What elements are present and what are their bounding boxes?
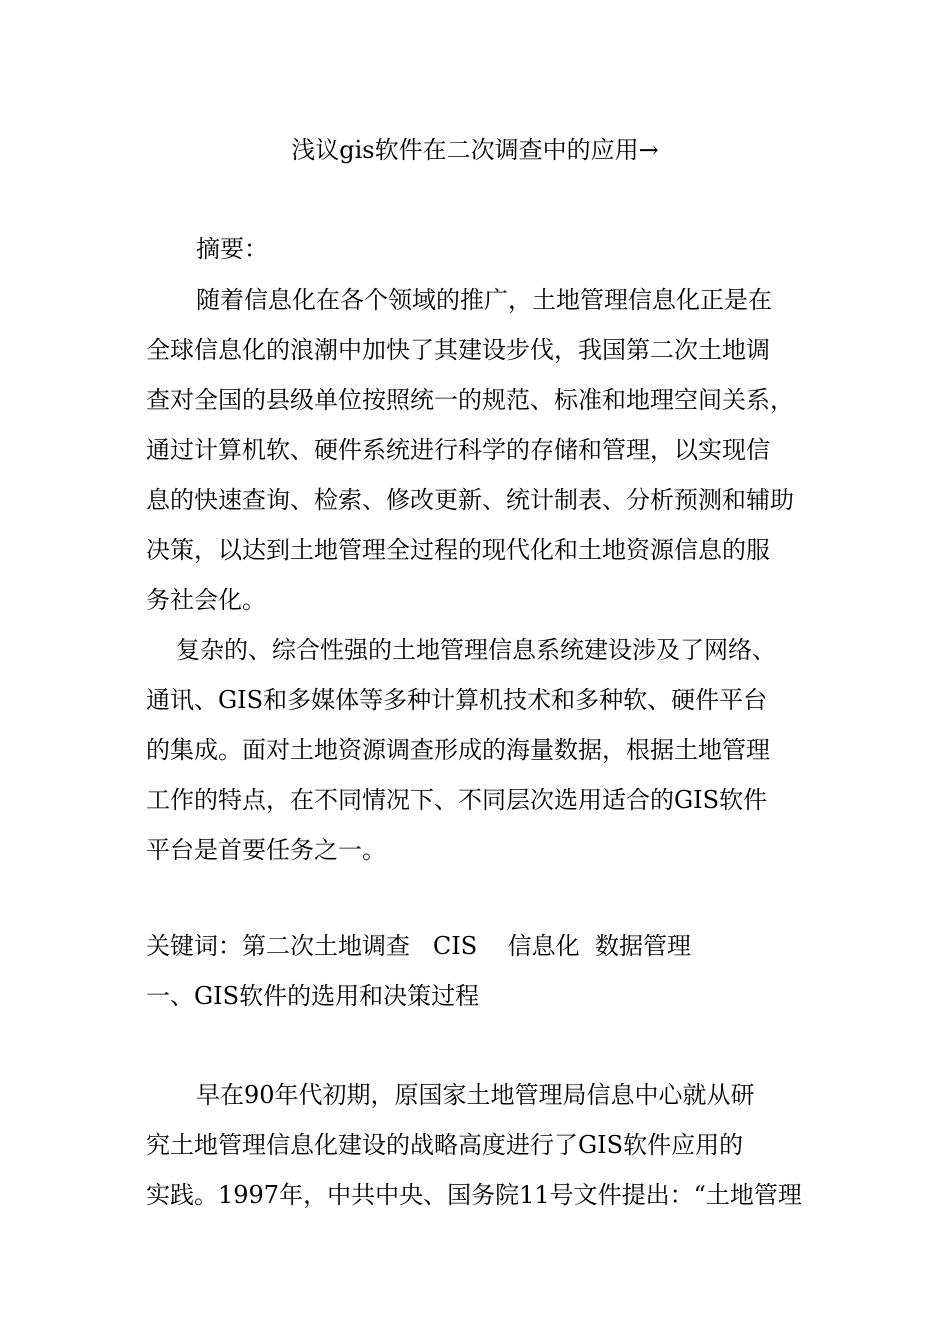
keywords: 关键词：第二次土地调查 CIS 信息化 数据管理	[146, 932, 691, 960]
paragraph-line: 息的快速查询、检索、修改更新、统计制表、分析预测和辅助	[146, 486, 794, 514]
paragraph-line: 决策，以达到土地管理全过程的现代化和土地资源信息的服	[146, 536, 770, 564]
paragraph-line: 早在90年代初期，原国家土地管理局信息中心就从研	[196, 1081, 755, 1109]
paragraph-line: 平台是首要任务之一。	[146, 836, 386, 864]
abstract-label: 摘要：	[196, 235, 268, 263]
paragraph-line: 务社会化。	[146, 586, 266, 614]
paragraph-line: 随着信息化在各个领域的推广，土地管理信息化正是在	[196, 286, 772, 314]
paragraph-line: 实践。1997年，中共中央、国务院11号文件提出：“土地管理	[146, 1181, 802, 1209]
paragraph-line: 的集成。面对土地资源调查形成的海量数据，根据土地管理	[146, 736, 770, 764]
section-heading: 一、GIS软件的选用和决策过程	[146, 982, 480, 1010]
document-title: 浅议gis软件在二次调查中的应用→	[291, 136, 659, 164]
paragraph-line: 通过计算机软、硬件系统进行科学的存储和管理，以实现信	[146, 436, 770, 464]
paragraph-line: 究土地管理信息化建设的战略高度进行了GIS软件应用的	[146, 1131, 744, 1159]
paragraph-line: 复杂的、综合性强的土地管理信息系统建设涉及了网络、	[176, 636, 776, 664]
paragraph-line: 查对全国的县级单位按照统一的规范、标准和地理空间关系，	[146, 386, 794, 414]
paragraph-line: 通讯、GIS和多媒体等多种计算机技术和多种软、硬件平台	[146, 686, 768, 714]
paragraph-line: 全球信息化的浪潮中加快了其建设步伐，我国第二次土地调	[146, 336, 770, 364]
paragraph-line: 工作的特点，在不同情况下、不同层次选用适合的GIS软件	[146, 786, 768, 814]
